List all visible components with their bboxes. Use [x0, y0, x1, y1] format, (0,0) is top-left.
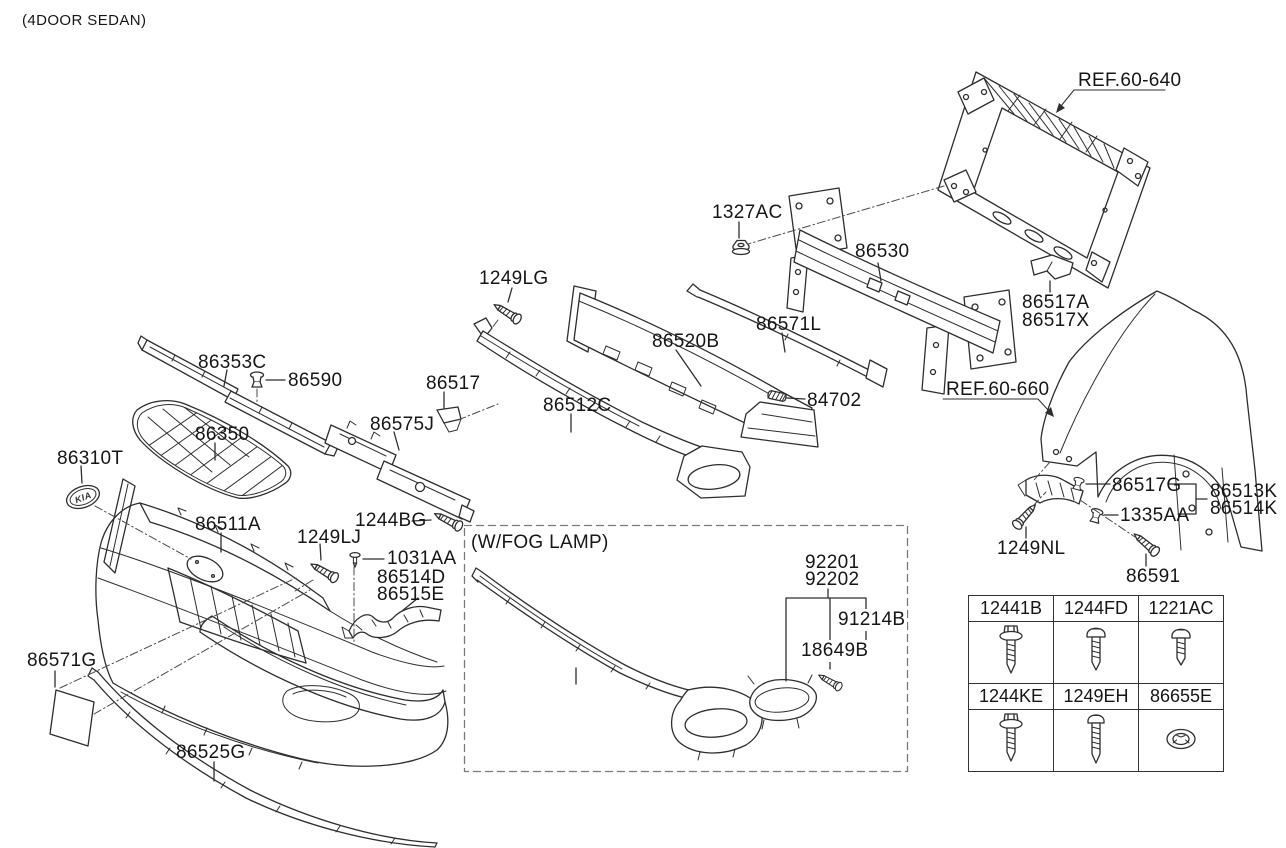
fastener-label-1221ac: 1221AC [1139, 596, 1224, 622]
label-86517a: 86517A [1022, 292, 1090, 313]
bracket-86575j-drawing [325, 421, 474, 522]
fastener-cell-1221ac [1139, 622, 1224, 684]
side-bracket-86514d-drawing [342, 607, 441, 638]
label-86513k: 86513K [1210, 481, 1278, 502]
label-86350: 86350 [195, 424, 250, 445]
screw-1249lg-icon [491, 300, 523, 325]
screw-1249nl-icon [1011, 501, 1040, 531]
pan-head-screw-short-icon [1161, 622, 1201, 678]
fastener-label-1244ke: 1244KE [969, 684, 1054, 710]
push-clip-1335aa-icon [1089, 508, 1104, 524]
flange-nut-1327ac-icon [733, 241, 750, 255]
fastener-cell-1244ke [969, 710, 1054, 772]
label-86514d: 86514D [377, 567, 446, 588]
kia-emblem-text: KIA [73, 489, 93, 506]
label-91214b: 91214B [838, 609, 906, 630]
label-86590: 86590 [288, 370, 343, 391]
push-clip-86590-icon [251, 372, 264, 387]
label-86512c: 86512C [543, 395, 612, 416]
fastener-label-12441b: 12441B [969, 596, 1054, 622]
label-1244bg: 1244BG [355, 510, 427, 531]
fastener-cell-1244fd [1054, 622, 1139, 684]
label-1031aa: 1031AA [387, 548, 457, 569]
label-92202: 92202 [805, 569, 860, 590]
label-ref-60-640: REF.60-640 [1078, 70, 1182, 91]
kia-emblem-drawing [63, 481, 102, 512]
absorber-86520b-drawing [567, 286, 818, 447]
label-1327ac: 1327AC [712, 202, 783, 223]
label-86575j: 86575J [370, 414, 435, 435]
label-86310t: 86310T [57, 448, 124, 469]
grommet-clip-icon [1161, 710, 1201, 766]
label-92201: 92201 [805, 552, 860, 573]
label-1335aa: 1335AA [1120, 505, 1190, 526]
label-86517g: 86517G [1112, 475, 1182, 496]
page-title: (4DOOR SEDAN) [22, 12, 147, 29]
fog-bumper-86561z-drawing [472, 568, 762, 760]
label-1249lj: 1249LJ [297, 527, 362, 548]
fastener-cell-1249eh [1054, 710, 1139, 772]
plate-86571g-drawing [50, 690, 94, 746]
fog-section-title: (W/FOG LAMP) [471, 532, 609, 553]
label-86525g: 86525G [176, 742, 246, 763]
fastener-cell-86655e [1139, 710, 1224, 772]
label-86520b: 86520B [652, 331, 720, 352]
fastener-label-1244fd: 1244FD [1054, 596, 1139, 622]
fastener-cell-12441b [969, 622, 1054, 684]
fastener-label-1249eh: 1249EH [1054, 684, 1139, 710]
fastener-label-86655e: 86655E [1139, 684, 1224, 710]
label-86511a: 86511A [195, 514, 261, 535]
label-86571l: 86571L [756, 314, 822, 335]
label-86353c: 86353C [198, 352, 267, 373]
label-86591: 86591 [1126, 566, 1181, 587]
pan-head-screw-icon [1076, 622, 1116, 678]
label-1249nl: 1249NL [997, 538, 1066, 559]
label-86517: 86517 [426, 373, 481, 394]
ref-660-arrow [943, 399, 1054, 417]
label-ref-60-660: REF.60-660 [946, 379, 1050, 400]
label-86571g: 86571G [27, 650, 97, 671]
label-86517x: 86517X [1022, 310, 1090, 331]
screw-18649b-icon [816, 671, 843, 692]
lower-molding-86525g-drawing [88, 668, 437, 847]
pan-head-screw-long-icon [1076, 710, 1116, 766]
label-1249lg: 1249LG [479, 268, 549, 289]
hex-flange-screw-icon [991, 710, 1031, 766]
label-86530: 86530 [855, 241, 910, 262]
bracket-86517-drawing [437, 407, 461, 432]
hex-flange-screw-icon [991, 622, 1031, 678]
push-clip-86517g-icon [1072, 476, 1085, 490]
radiator-support-drawing [938, 72, 1150, 288]
label-86515e: 86515E [377, 584, 445, 605]
label-86514k: 86514K [1210, 498, 1278, 519]
ref-640-arrow [1056, 90, 1165, 113]
crash-beam-86530-drawing [787, 188, 1016, 394]
push-pin-1031aa-icon [350, 553, 360, 567]
fastener-table [968, 595, 1224, 772]
label-84702: 84702 [807, 390, 862, 411]
fender-bracket-86513k-drawing [1018, 475, 1083, 504]
label-18649b: 18649B [801, 640, 869, 661]
